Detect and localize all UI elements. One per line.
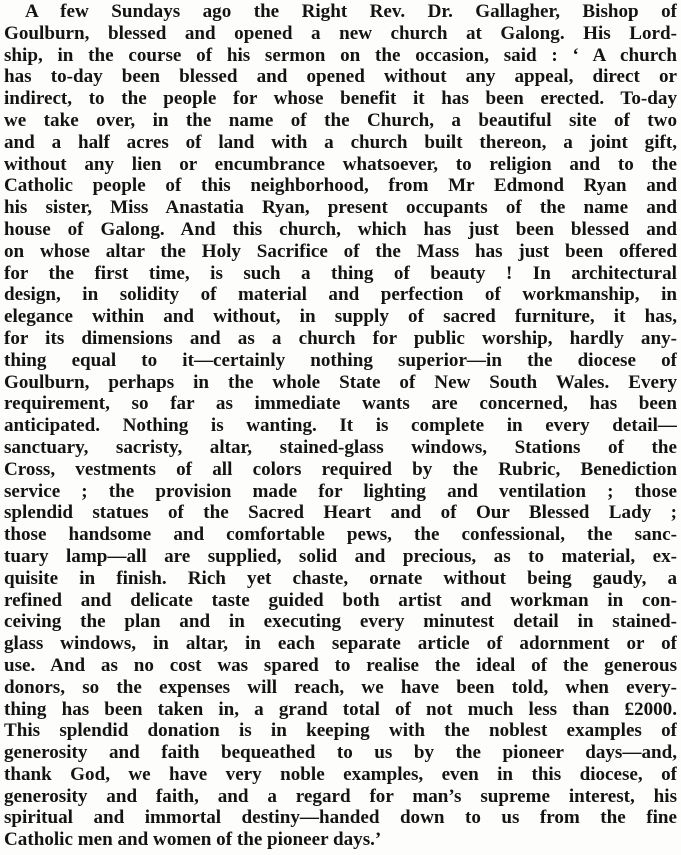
text-line: his sister, Miss Anastatia Ryan, present occupants of the name and	[4, 197, 677, 219]
text-line: ceiving the plan and in executing every minutest detail in stained-	[4, 611, 677, 633]
text-line: elegance within and without, in supply of sacred furniture, it has,	[4, 306, 677, 328]
text-line: without any lien or encumbrance whatsoever, to religion and to the	[4, 153, 677, 175]
text-line: generosity and faith, and a regard for man’s supreme interest, his	[4, 785, 677, 807]
text-line: donors, so the expenses will reach, we have been told, when every-	[4, 676, 677, 698]
text-line: anticipated. Nothing is wanting. It is complete in every detail—	[4, 415, 677, 437]
text-line: thing has been taken in, a grand total of not much less than £2000.	[4, 698, 677, 720]
text-line: we take over, in the name of the Church, a beautiful site of two	[4, 109, 677, 131]
text-line: spiritual and immortal destiny—handed down to us from the fine	[4, 807, 677, 829]
text-line: Catholic men and women of the pioneer days.’	[4, 829, 382, 851]
text-line: has to-day been blessed and opened without any appeal, direct or	[4, 66, 677, 88]
text-line: This splendid donation is in keeping with the noblest examples of	[4, 720, 677, 742]
text-line: house of Galong. And this church, which has just been blessed and	[4, 218, 677, 240]
text-line: thank God, we have very noble examples, even in this diocese, of	[4, 763, 677, 785]
text-line: Catholic people of this neighborhood, from Mr Edmond Ryan and	[4, 175, 677, 197]
text-line: requirement, so far as immediate wants are concerned, has been	[4, 393, 677, 415]
article-text	[4, 1, 677, 851]
text-line: and a half acres of land with a church built thereon, a joint gift,	[4, 131, 677, 153]
text-line: ship, in the course of his sermon on the occasion, said : ‘ A church	[4, 44, 677, 66]
text-line: for the first time, is such a thing of beauty ! In architectural	[4, 262, 677, 284]
text-line: tuary lamp—all are supplied, solid and precious, as to material, ex-	[4, 545, 677, 567]
text-line: for its dimensions and as a church for public worship, hardly any-	[4, 327, 677, 349]
text-line: indirect, to the people for whose benefit it has been erected. To-day	[4, 88, 677, 110]
text-line: Cross, vestments of all colors required by the Rubric, Benediction	[4, 458, 677, 480]
text-line: thing equal to it—certainly nothing superior—in the diocese of	[4, 349, 677, 371]
text-line: use. And as no cost was spared to realise the ideal of the generous	[4, 654, 677, 676]
text-line: glass windows, in altar, in each separate article of adornment or of	[4, 633, 677, 655]
text-line: A few Sundays ago the Right Rev. Dr. Gallagher, Bishop of	[25, 1, 677, 22]
text-line: Goulburn, perhaps in the whole State of New South Wales. Every	[4, 371, 677, 393]
text-line: sanctuary, sacristy, altar, stained-glass windows, Stations of the	[4, 436, 677, 458]
text-line: generosity and faith bequeathed to us by the pioneer days—and,	[4, 742, 677, 764]
text-line: those handsome and comfortable pews, the confessional, the sanc-	[4, 524, 677, 546]
text-line: service ; the provision made for lighting and ventilation ; those	[4, 480, 677, 502]
text-line: design, in solidity of material and perfection of workmanship, in	[4, 284, 677, 306]
text-line: quisite in finish. Rich yet chaste, ornate without being gaudy, a	[4, 567, 677, 589]
text-line: splendid statues of the Sacred Heart and of Our Blessed Lady ;	[4, 502, 677, 524]
text-line: on whose altar the Holy Sacrifice of the Mass has just been offered	[4, 240, 677, 262]
text-line: Goulburn, blessed and opened a new church at Galong. His Lord-	[4, 22, 677, 44]
text-line: refined and delicate taste guided both artist and workman in con-	[4, 589, 677, 611]
